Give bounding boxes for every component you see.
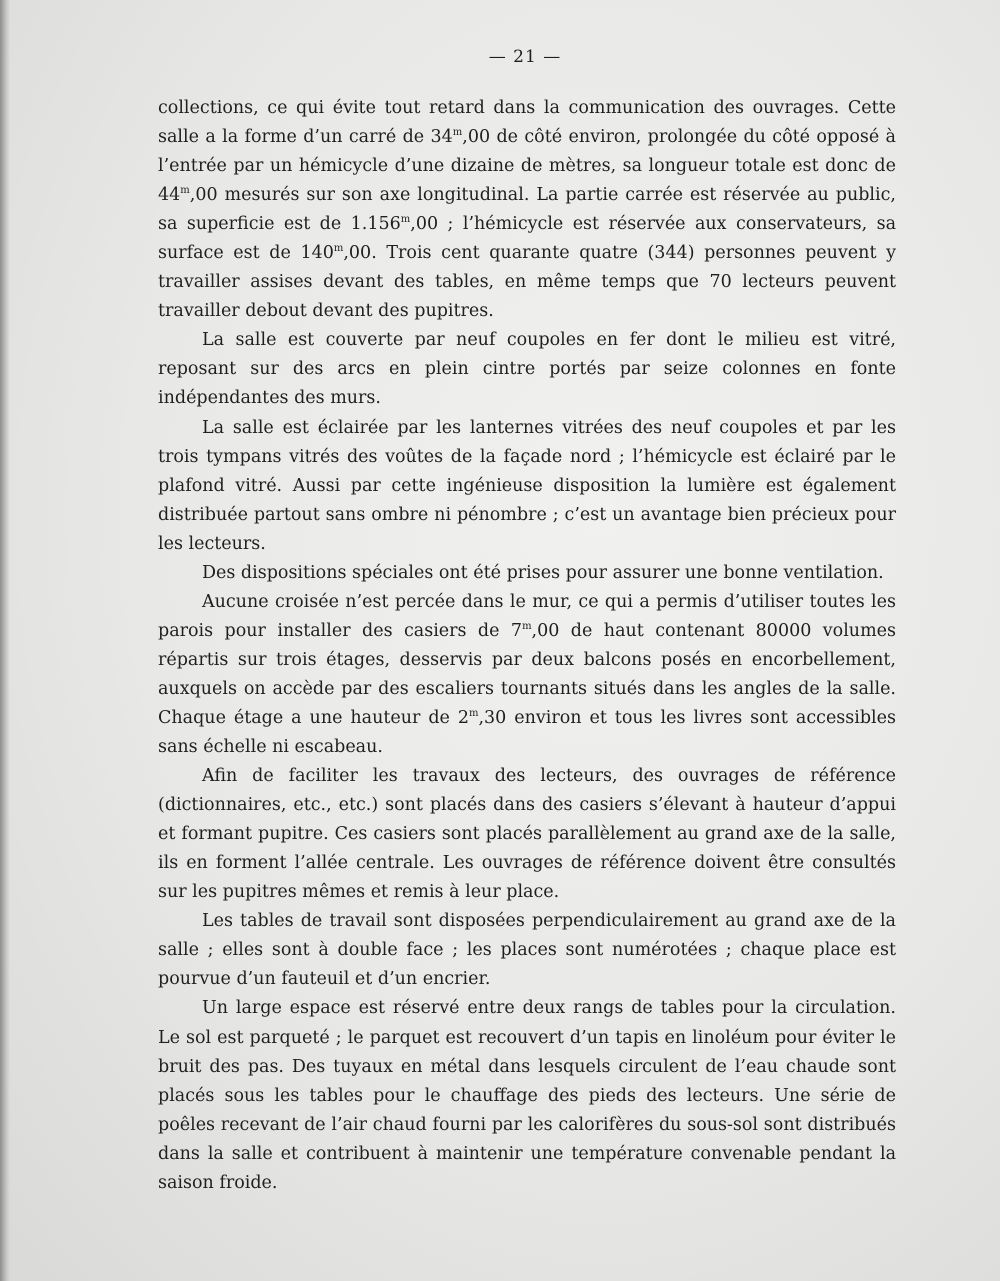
paragraph: Des dispositions spéciales ont été prises pour assurer une bonne ventilation. — [202, 562, 884, 583]
page-edge-shadow — [0, 0, 10, 1281]
superscript-metre: m — [180, 185, 190, 197]
superscript-metre: m — [522, 620, 532, 632]
superscript-metre: m — [400, 214, 411, 226]
paragraph: Afin de faciliter les travaux des lecteurs, des ouvrages de référence (dictionnaires, etc., etc.) sont placés dans des casiers s’élevant à hauteur d’appui et formant pupitre. Ces casiers sont placés parallèlement au grand axe de la salle, ils en forment l’allée centrale. Les ouvrages de référence doivent être consultés sur les pupitres mêmes et remis à leur place. — [158, 766, 896, 903]
paragraph: Les tables de travail sont disposées perpendiculairement au grand axe de la salle ; elles sont à double face ; les places sont numérotées ; chaque place est pourvue d’un fauteuil et d’un encrier. — [158, 911, 896, 990]
superscript-metre: m — [333, 243, 344, 255]
paragraph: Aucune croisée n’est percée dans le mur, ce qui a permis d’utiliser toutes les parois pour installer des casiers de 7$^m$,00 de haut contenant 80000 volumes répartis sur trois étages, desservis par deux balcons posés en encorbellement, auxquels on accède par des escaliers tournants situés dans les angles de la salle. Chaque étage a une hauteur de 2$^m$,30 environ et tous les livres sont accessibles sans échelle ni escabeau. — [158, 591, 896, 758]
superscript-metre: m — [468, 707, 479, 719]
paragraph: La salle est couverte par neuf coupoles en fer dont le milieu est vitré, reposant sur des arcs en plein cintre portés par seize colonnes en fonte indépendantes des murs. — [158, 330, 896, 409]
paragraph-continuation: collections, ce qui évite tout retard dans la communication des ouvrages. Cette salle a la forme d’un carré de 34$^m$,00 de côté environ, prolongée du côté opposé à l’entrée par un hémicycle d’une dizaine de mètres, sa longueur totale est donc de 44$^m$,00 mesurés sur son axe longitudinal. La partie carrée est réservée au public, sa superficie est de 1.156$^m$,00 ; l’hémicycle est réservée aux conservateurs, sa surface est de 140$^m$,00. Trois cent quarante quatre (344) personnes peuvent y travailler assises devant des tables, en même temps que 70 lecteurs peuvent travailler debout devant des pupitres. — [158, 98, 897, 322]
paragraph: Un large espace est réservé entre deux rangs de tables pour la circulation. Le sol est parqueté ; le parquet est recouvert d’un tapis en linoléum pour éviter le bruit des pas. Des tuyaux en métal dans lesquels circulent de l’eau chaude sont placés sous les tables pour le chauffage des pieds des lecteurs. Une série de poêles recevant de l’air chaud fourni par les calorifères du sous-sol sont distribués dans la salle et contribuent à maintenir une température convenable pendant la saison froide. — [158, 998, 896, 1193]
body-text — [158, 94, 896, 1198]
page-number: — 21 — — [488, 47, 562, 67]
paragraph: La salle est éclairée par les lanternes vitrées des neuf coupoles et par les trois tympans vitrés des voûtes de la façade nord ; l’hémicycle est éclairé par le plafond vitré. Aussi par cette ingénieuse disposition la lumière est également distribuée partout sans ombre ni pénombre ; c’est un avantage bien précieux pour les lecteurs. — [158, 417, 896, 554]
superscript-metre: m — [452, 127, 463, 139]
